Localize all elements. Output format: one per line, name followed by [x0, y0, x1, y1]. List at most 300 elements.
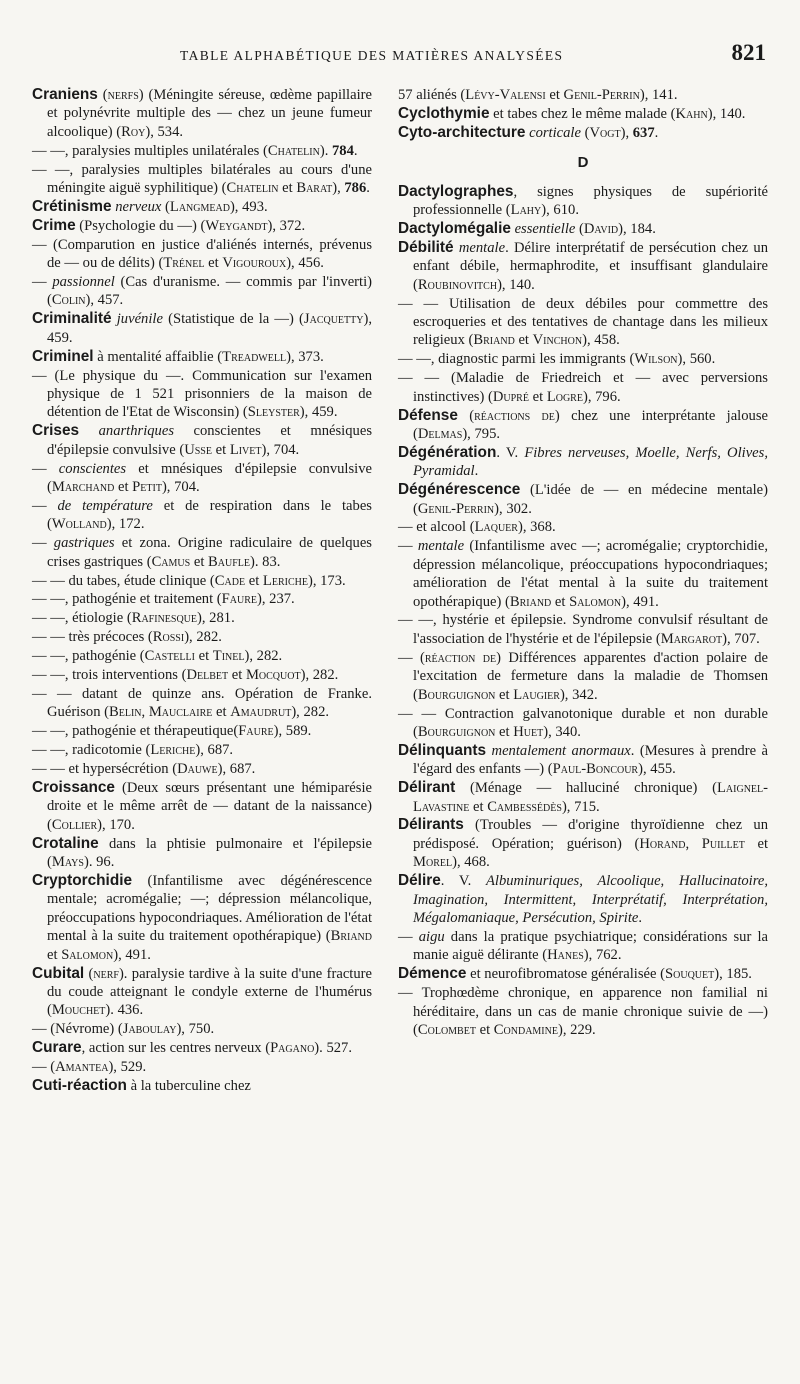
entry-text: Pagano	[270, 1040, 315, 1057]
entry-text: dans la phtisie pulmonaire et l'épilepsie (	[47, 835, 372, 871]
entry-text: et	[212, 704, 231, 721]
entry-text: — —, hystérie et épilepsie. Syndrome convulsif résultant de l'association de l'hystérie et de l'épilepsie (	[398, 612, 768, 647]
entry-text: Briand	[330, 928, 372, 945]
entry-text: ), 368.	[517, 519, 556, 536]
entry-text: réaction de	[424, 649, 497, 666]
entry-term: Croissance	[32, 779, 115, 797]
index-entry	[398, 537, 768, 611]
entry-text: (	[575, 220, 584, 237]
index-entry	[32, 534, 372, 571]
entry-text: ), 534.	[145, 123, 184, 140]
entry-text: Colombet	[417, 1021, 476, 1038]
entry-term: Criminalité	[32, 310, 112, 328]
entry-text: ) (Méningite séreuse, œdème papillaire et polynévrite multiple des — chez un jeune fumeur alcoolique) (	[47, 87, 372, 140]
entry-text: 784	[332, 142, 354, 159]
entry-text: Logre	[546, 388, 583, 405]
entry-text: ), 455.	[638, 761, 676, 778]
entry-text: Kahn	[675, 105, 708, 122]
entry-text: Puillet	[701, 835, 745, 852]
entry-text: Mocquot	[245, 667, 301, 684]
entry-text: (	[161, 198, 170, 215]
entry-text: et	[228, 667, 246, 684]
index-entry	[398, 611, 768, 648]
entry-text: — —, pathogénie et thérapeutique(	[32, 723, 239, 740]
entry-text: ), 229.	[557, 1021, 596, 1038]
index-entry	[398, 444, 768, 481]
index-entry	[32, 236, 372, 273]
entry-text: et	[194, 648, 213, 665]
entry-text: ), 762.	[583, 947, 622, 964]
entry-text: à la tuberculine chez	[126, 1078, 251, 1095]
entry-text: Rossi	[152, 629, 185, 646]
entry-text: et	[211, 441, 230, 458]
entry-text: ), 282.	[300, 667, 339, 684]
entry-term: Craniens	[32, 86, 98, 103]
entry-text: (	[84, 965, 94, 982]
entry-text: — — du tabes, étude clinique (	[32, 572, 215, 589]
entry-text: Petit	[132, 479, 162, 496]
index-entry	[398, 350, 768, 368]
entry-text: ), 610.	[541, 202, 579, 219]
entry-text: David	[583, 220, 619, 237]
section-letter: D	[577, 154, 589, 172]
entry-text: Bourguignon	[417, 686, 496, 703]
entry-text: ), 458.	[582, 332, 620, 349]
entry-text: ), 795.	[462, 425, 501, 442]
entry-text: ) chez une interprétante jalouse (	[413, 407, 768, 442]
entry-text: Bourguignon	[417, 723, 496, 740]
entry-text: Amaudrut	[230, 704, 292, 721]
entry-text: ), 468.	[452, 854, 490, 871]
entry-text: et	[528, 388, 547, 405]
index-entry	[398, 872, 768, 927]
entry-text: Paul-Boncour	[552, 761, 639, 778]
entry-text: — et alcool (	[398, 519, 475, 536]
entry-text: ), 184.	[618, 220, 656, 237]
index-entry	[398, 742, 768, 779]
entry-text: ), 237.	[257, 591, 295, 608]
entry-text: ),	[620, 124, 633, 141]
entry-text: ), 173.	[307, 572, 346, 589]
index-entry	[32, 86, 372, 141]
entry-text: (L'idée de — en médecine mentale) (	[413, 482, 768, 517]
entry-text: —	[398, 538, 418, 555]
entry-term: Délinquants	[398, 741, 487, 759]
entry-text: 786	[344, 180, 367, 197]
entry-term: Curare	[32, 1039, 82, 1057]
entry-text: —	[32, 497, 58, 514]
entry-text: ), 704.	[261, 441, 300, 458]
entry-text: juvénile	[116, 311, 163, 328]
entry-text: de température	[57, 497, 153, 514]
entry-text: ). 83.	[250, 553, 281, 570]
entry-text: (Statistique de la —) (	[162, 311, 304, 328]
index-entry	[398, 928, 768, 965]
entry-text: conscientes	[58, 460, 127, 477]
entry-text: mentale	[417, 538, 465, 555]
entry-text: Genil-Perrin	[417, 500, 495, 517]
entry-text: ), 459.	[299, 404, 338, 421]
index-entry	[398, 816, 768, 871]
entry-text: ), 282.	[184, 629, 222, 646]
entry-text: (Deux sœurs présentant une hémiparésie droite et le même arrêt de — datant de la naissance) (	[47, 780, 372, 833]
entry-text: ), 140.	[497, 276, 535, 293]
entry-text: Roubinovitch	[417, 276, 498, 293]
entry-text: — (Comparution en justice d'aliénés internés, prévenus de — ou de délits) (	[32, 236, 372, 272]
entry-text: Tinel	[212, 648, 245, 665]
entry-text: Faure	[221, 591, 257, 608]
entry-text: Salomon	[569, 593, 622, 610]
entry-text: Dauwe	[177, 761, 218, 778]
entry-text: Morel	[413, 854, 453, 871]
entry-text: ,	[141, 704, 149, 721]
entry-text: Delmas	[417, 425, 463, 442]
entry-text: mentale	[458, 239, 506, 256]
entry-text: ).	[319, 142, 332, 159]
entry-text: Marchand	[51, 479, 115, 496]
index-entry	[32, 497, 372, 534]
entry-text: — —, pathogénie (	[32, 648, 145, 665]
entry-text: ). 96.	[83, 854, 115, 871]
entry-text: ), 589.	[273, 723, 312, 740]
index-entry	[398, 518, 768, 536]
entry-text: Belin	[109, 704, 142, 721]
index-entry	[32, 685, 372, 722]
entry-text: — — datant de quinze ans. Opération de Franke. Guérison (	[32, 686, 372, 721]
index-entry	[32, 142, 372, 160]
entry-text: ) Différences apparentes d'action polaire de l'excitation de fermeture dans la maladie de Thomsen (	[413, 649, 768, 703]
entry-text: — (Le physique du —. Communication sur l'examen physique de 1 521 prisonniers de la maison de détention de l'Etat de Wisconsin) (	[32, 367, 372, 421]
index-entry	[32, 647, 372, 665]
entry-text: Usse	[184, 441, 212, 458]
entry-text: ), 491.	[621, 593, 659, 610]
index-entry	[398, 369, 768, 406]
entry-text: 57 aliénés (	[398, 87, 466, 103]
index-entry	[32, 310, 372, 347]
entry-term: Crises	[32, 422, 80, 440]
entry-text: ), 529.	[108, 1059, 147, 1076]
entry-text: Delbet	[186, 667, 229, 684]
entry-text: —	[398, 928, 419, 945]
entry-text: nerf	[93, 965, 119, 982]
entry-text: ),	[332, 180, 345, 197]
entry-text: ), 302.	[494, 500, 532, 517]
entry-text: — — très précoces (	[32, 629, 153, 646]
entry-text: et	[278, 180, 297, 197]
entry-text: et tabes chez le même malade (	[489, 105, 676, 122]
index-entry	[32, 722, 372, 740]
index-entry	[398, 649, 768, 704]
entry-text: Mays	[51, 854, 84, 871]
entry-text: — — (Maladie de Friedreich et — avec perversions instinctives) (	[398, 370, 768, 405]
entry-text: ), 459.	[47, 311, 372, 346]
entry-text: ), 457.	[85, 292, 124, 309]
index-entry	[398, 220, 768, 238]
entry-text: et	[204, 255, 223, 272]
entry-text: Jaboulay	[122, 1021, 177, 1038]
right-column-entries-d	[398, 183, 768, 1040]
index-entry	[32, 348, 372, 366]
entry-text: Dupré	[492, 388, 529, 405]
entry-text: ), 456.	[286, 255, 324, 272]
entry-text: et	[545, 87, 564, 103]
index-entry	[32, 741, 372, 759]
entry-term: Dégénération	[398, 443, 497, 461]
entry-text: (	[580, 124, 590, 141]
entry-text: Laquer	[474, 519, 518, 536]
index-entry	[32, 161, 372, 198]
entry-text: Souquet	[665, 966, 715, 983]
entry-text: ), 715.	[561, 798, 600, 815]
entry-text: Leriche	[262, 572, 308, 589]
entry-text: Langmead	[169, 198, 230, 215]
entry-text: . V.	[440, 873, 486, 890]
entry-text: ), 750.	[176, 1021, 215, 1038]
entry-text: Faure	[238, 723, 274, 740]
entry-text: ), 687.	[195, 742, 234, 759]
index-entry	[32, 590, 372, 608]
index-entry	[398, 407, 768, 444]
entry-text: anarthriques	[98, 423, 174, 440]
entry-text: — —, trois interventions (	[32, 667, 187, 684]
entry-term: Dégénérescence	[398, 481, 521, 499]
entry-term: Débilité	[398, 238, 454, 256]
entry-term: Délirants	[398, 816, 464, 834]
entry-text: Cambessédès	[487, 798, 562, 815]
entry-text: ), 281.	[197, 610, 235, 627]
entry-text: (Cas d'uranisme. — commis par l'inverti) (	[47, 274, 372, 309]
entry-text: ), 141.	[639, 87, 678, 103]
entry-text: — (Névrome) (	[32, 1021, 123, 1038]
running-title: TABLE ALPHABÉTIQUE DES MATIÈRES ANALYSÉES	[180, 48, 564, 63]
entry-text: et	[469, 798, 488, 815]
entry-text: ), 796.	[582, 388, 621, 405]
entry-text: , signes physiques de supériorité professionnelle (	[413, 183, 768, 219]
entry-text: (	[457, 407, 475, 424]
entry-term: Crotaline	[32, 834, 99, 852]
entry-term: Cuti-réaction	[32, 1077, 127, 1095]
entry-text: aigu	[418, 928, 445, 945]
page-number: 821	[731, 40, 766, 65]
entry-text: (Ménage — halluciné chronique) (	[455, 780, 717, 797]
index-entry	[398, 86, 768, 104]
index-entry	[398, 965, 768, 983]
entry-text: Colin	[51, 292, 86, 309]
entry-text: Chatelin	[226, 180, 279, 197]
entry-term: Cryptorchidie	[32, 872, 133, 890]
index-entry	[32, 1020, 372, 1038]
index-entry	[32, 367, 372, 422]
entry-text: Sleyster	[247, 404, 300, 421]
entry-text: et	[245, 572, 263, 589]
entry-text: ), 185.	[714, 966, 752, 983]
entry-text: (Infantilisme avec —; acromégalie; cryptorchidie, dépression mélancolique, préoccupations hypocondriaques; amélioration de l'état mental à la suite du traitement opothérapique) (	[413, 538, 768, 610]
entry-text: Livet	[229, 441, 262, 458]
entry-text: Mauclaire	[148, 704, 213, 721]
entry-text: ), 373.	[286, 348, 324, 365]
entry-text: Jacquetty	[303, 311, 364, 328]
entry-text: Hanes	[547, 947, 584, 964]
index-entry	[32, 609, 372, 627]
entry-text: ), 282.	[291, 704, 330, 721]
entry-text: ), 340.	[543, 723, 581, 740]
entry-text: Vinchon	[532, 332, 583, 349]
entry-text: Huet	[513, 723, 544, 740]
entry-term: Criminel	[32, 347, 94, 365]
entry-text: nerfs	[107, 87, 139, 103]
index-entry	[32, 1039, 372, 1057]
index-entry	[398, 239, 768, 294]
entry-text: (Troubles — d'origine thyroïdienne chez un prédisposé. Opération; guérison) (	[413, 817, 768, 852]
entry-text: Horand	[639, 835, 686, 852]
entry-text: Laignel-Lavastine	[413, 780, 768, 815]
entry-text: ), 707.	[722, 630, 760, 647]
entry-text: ), 704.	[161, 479, 200, 496]
index-entry	[398, 984, 768, 1039]
entry-term: Dactylomégalie	[398, 219, 511, 237]
entry-text: .	[474, 463, 479, 480]
entry-text: ), 282.	[244, 648, 283, 665]
entry-text: Vogt	[589, 124, 621, 141]
entry-text: essentielle	[514, 220, 576, 237]
index-entry	[32, 273, 372, 310]
entry-text: — —, paralysies multiples unilatérales (	[32, 142, 268, 159]
entry-text: — —, diagnostic parmi les immigrants (	[398, 351, 635, 368]
entry-text: Weygandt	[205, 217, 268, 234]
entry-text: Chatelin	[267, 142, 320, 159]
entry-text: Lahy	[510, 202, 542, 219]
entry-text: et	[744, 835, 769, 852]
entry-text: Fibres nerveuses, Moelle, Nerfs, Olives, Pyramidal	[413, 444, 768, 480]
entry-text: — — Utilisation de deux débiles pour commettre des escroqueries et des tentatives de chantage dans les milieux religieux (	[398, 295, 768, 349]
entry-text: Wolland	[51, 516, 107, 533]
entry-text: passionnel	[52, 274, 115, 291]
entry-text: (Infantilisme avec dégénérescence mentale; acromégalie; —; dépression mélancolique, préoccupations hypocondriaques. Amélioration de l'état mental à la suite du traitement opothérapique) (	[47, 873, 372, 945]
entry-term: Crime	[32, 216, 76, 234]
entry-text: gastriques	[53, 535, 115, 552]
index-entry	[398, 705, 768, 742]
entry-text: Cade	[214, 572, 246, 589]
entry-text: réactions de	[474, 407, 555, 424]
entry-text: Rafinesque	[131, 610, 198, 627]
entry-text: ), 491.	[113, 946, 151, 963]
entry-text: (	[97, 87, 108, 103]
entry-text: Briand	[509, 593, 552, 610]
entry-text: .	[353, 142, 358, 159]
entry-text: — —, pathogénie et traitement (	[32, 591, 222, 608]
entry-text: Condamine	[493, 1021, 558, 1038]
entry-text: Leriche	[150, 742, 196, 759]
index-entry	[32, 666, 372, 684]
entry-text: — —, paralysies multiples bilatérales au cours d'une méningite aiguë syphilitique) (	[32, 161, 372, 197]
entry-text: —	[32, 535, 54, 552]
entry-text: Lévy-Valensi	[465, 87, 546, 103]
index-entry	[32, 572, 372, 590]
index-entry	[32, 779, 372, 834]
entry-text: Castelli	[144, 648, 195, 665]
entry-text: — —, étiologie (	[32, 610, 132, 627]
entry-text: ), 493.	[229, 198, 268, 215]
entry-text: —	[32, 460, 59, 477]
entry-term: Défense	[398, 406, 458, 424]
entry-text: ), 560.	[677, 351, 716, 368]
index-entry	[398, 779, 768, 816]
entry-text: et	[114, 479, 133, 496]
entry-term: Délire	[398, 872, 441, 890]
entry-text: Laugier	[513, 686, 560, 703]
entry-text: ), 170.	[97, 816, 135, 833]
index-entry	[32, 1077, 372, 1095]
entry-term: Dactylographes	[398, 182, 514, 200]
entry-text: — — Contraction galvanotonique durable et non durable (	[398, 705, 768, 740]
index-entry	[32, 872, 372, 964]
entry-text: —	[32, 274, 53, 291]
entry-text: et	[495, 686, 514, 703]
entry-text: (Psychologie du —) (	[75, 217, 206, 234]
entry-text	[79, 423, 99, 439]
entry-text: . Délire interprétatif de persécution chez un enfant débile, hermaphrodite, et insuffisant glandulaire (	[413, 239, 768, 293]
left-column	[32, 86, 372, 1096]
entry-text: . (Mesures à prendre à l'égard des enfants —) (	[413, 742, 768, 778]
entry-text: corticale	[529, 124, 581, 141]
entry-text: Mouchet	[51, 1002, 106, 1019]
entry-text: Camus	[151, 553, 191, 570]
entry-term: Cyclothymie	[398, 104, 490, 122]
entry-text: 637	[632, 124, 655, 141]
entry-text: ), 372.	[267, 217, 306, 234]
entry-text: nerveux	[115, 198, 162, 215]
entry-text: Wilson	[634, 351, 678, 368]
right-column-entries-c	[398, 86, 768, 142]
entry-text: conscientes et mnésiques d'épilepsie convulsive (	[47, 423, 372, 458]
index-entry	[398, 183, 768, 220]
entry-text: et zona. Origine radiculaire de quelques crises gastriques (	[47, 535, 372, 570]
entry-text: , action sur les centres nerveux (	[81, 1040, 271, 1057]
entry-text: ), 687.	[217, 761, 256, 778]
entry-text: Margarot	[660, 630, 723, 647]
index-entry	[32, 460, 372, 497]
entry-text: et	[514, 332, 533, 349]
entry-text: ). paralysie tardive à la suite d'une fracture du coude atteignant le condyle externe de l'humérus (	[47, 965, 372, 1019]
index-entry	[32, 1058, 372, 1076]
index-entry	[32, 628, 372, 646]
index-entry	[32, 198, 372, 216]
entry-text: Salomon	[61, 946, 114, 963]
index-entry	[398, 105, 768, 123]
entry-text: et de respiration dans le tabes (	[47, 497, 372, 533]
index-entry	[32, 965, 372, 1020]
entry-text: — (	[32, 1059, 56, 1076]
entry-text: .	[654, 124, 659, 141]
entry-text: — — et hypersécrétion (	[32, 761, 178, 778]
entry-text: ). 436.	[105, 1002, 144, 1019]
entry-text: dans la pratique psychiatrique; considérations sur la manie aiguë délirante (	[413, 928, 768, 964]
entry-text: et	[551, 593, 570, 610]
entry-text: ). 527.	[314, 1040, 352, 1057]
entry-text: ), 140.	[707, 105, 746, 122]
entry-text: ,	[685, 835, 702, 852]
entry-text: Genil-Perrin	[563, 87, 640, 103]
index-entry	[32, 760, 372, 778]
entry-text: .	[638, 909, 643, 926]
entry-text: Barat	[296, 180, 333, 197]
index-entry	[32, 422, 372, 459]
index-entry	[398, 124, 768, 142]
entry-text: ), 342.	[559, 686, 598, 703]
entry-text: Amantea	[55, 1059, 109, 1076]
entry-text: . V.	[496, 444, 525, 461]
entry-text: et	[47, 946, 62, 963]
